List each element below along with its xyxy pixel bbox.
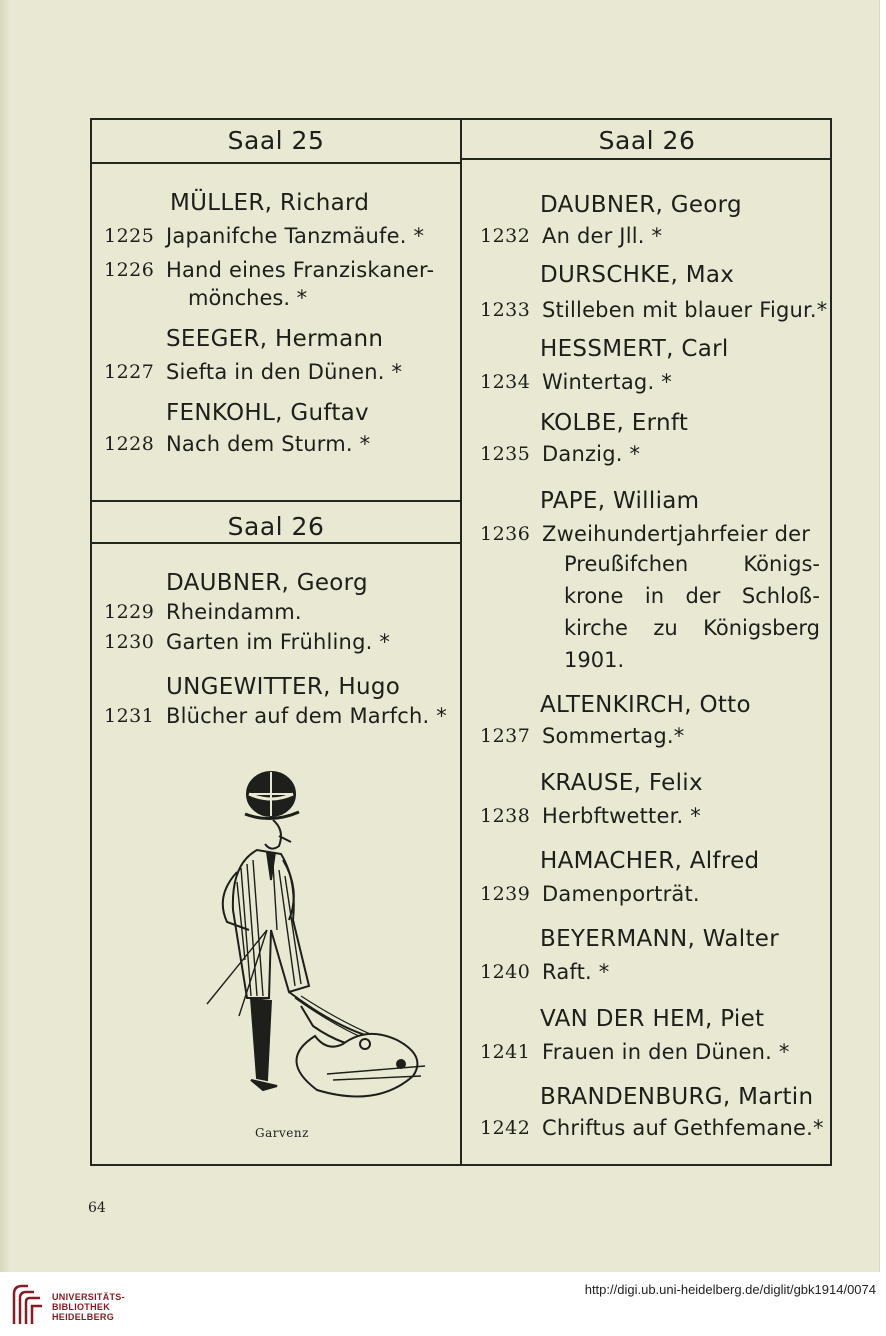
entry-title: Damenporträt. xyxy=(542,882,700,906)
entry-title-continuation: kirche zu Königsberg xyxy=(564,616,820,640)
entry-number: 1229 xyxy=(104,601,155,623)
entry-number: 1233 xyxy=(480,299,531,321)
entry-number: 1234 xyxy=(480,371,531,393)
entry-number: 1227 xyxy=(104,361,155,383)
artist-name: MÜLLER, Richard xyxy=(170,190,370,216)
artist-name: HESSMERT, Carl xyxy=(540,336,729,362)
artist-name: PAPE, William xyxy=(540,488,700,514)
header-rule xyxy=(462,158,832,160)
university-library-logo-icon xyxy=(8,1280,48,1330)
entry-title: Garten im Frühling. * xyxy=(166,630,391,654)
entry-number: 1235 xyxy=(480,443,531,465)
entry-number: 1236 xyxy=(480,523,531,545)
entry-number: 1241 xyxy=(480,1041,531,1063)
entry-title: Stilleben mit blauer Figur.* xyxy=(542,298,828,322)
page-number: 64 xyxy=(88,1200,106,1216)
entry-number: 1240 xyxy=(480,961,531,983)
illustration-caption: Garvenz xyxy=(255,1126,309,1140)
artist-name: VAN DER HEM, Piet xyxy=(540,1006,765,1032)
entry-title: Zweihundertjahrfeier der xyxy=(542,522,811,546)
entry-title: Nach dem Sturm. * xyxy=(166,432,371,456)
dandy-painter-illustration xyxy=(197,760,427,1110)
entry-title: Herbftwetter. * xyxy=(542,804,701,828)
entry-title: Raft. * xyxy=(542,960,610,984)
artist-name: BEYERMANN, Walter xyxy=(540,926,779,952)
entry-title: Blücher auf dem Marfch. * xyxy=(166,704,447,728)
hall-heading-saal-26: Saal 26 xyxy=(227,512,325,541)
entry-number: 1232 xyxy=(480,225,531,247)
artist-name: FENKOHL, Guftav xyxy=(166,400,369,426)
entry-number: 1231 xyxy=(104,705,155,727)
catalog-table xyxy=(90,118,832,1166)
entry-title-continuation: 1901. xyxy=(564,648,625,672)
library-name-line: BIBLIOTHEK xyxy=(52,1302,110,1312)
entry-title: Siefta in den Dünen. * xyxy=(166,360,403,384)
entry-title: Wintertag. * xyxy=(542,370,672,394)
entry-title: Rheindamm. xyxy=(166,600,302,624)
artist-name: UNGEWITTER, Hugo xyxy=(166,674,401,700)
entry-number: 1226 xyxy=(104,259,155,281)
entry-title: Danzig. * xyxy=(542,442,641,466)
entry-number: 1230 xyxy=(104,631,155,653)
artist-name: KOLBE, Ernft xyxy=(540,410,689,436)
entry-title-continuation: Preußifchen Königs- xyxy=(564,552,820,576)
library-name-line: HEIDELBERG xyxy=(52,1312,115,1322)
entry-title: Chriftus auf Gethfemane.* xyxy=(542,1116,824,1140)
entry-number: 1237 xyxy=(480,725,531,747)
artist-name: DURSCHKE, Max xyxy=(540,262,735,288)
section-rule xyxy=(92,500,460,502)
artist-name: HAMACHER, Alfred xyxy=(540,848,760,874)
entry-title: An der Jll. * xyxy=(542,224,663,248)
section-rule xyxy=(92,542,460,544)
hall-heading-saal-25: Saal 25 xyxy=(227,126,325,155)
library-name-line: UNIVERSITÄTS- xyxy=(52,1292,125,1302)
artist-name: ALTENKIRCH, Otto xyxy=(540,692,751,718)
entry-title-continuation: mönches. * xyxy=(188,286,308,310)
column-divider xyxy=(460,120,462,1164)
source-url-link[interactable]: http://digi.ub.uni-heidelberg.de/diglit/gbk1914/0074 xyxy=(584,1282,876,1297)
hall-heading-saal-26: Saal 26 xyxy=(598,126,696,155)
entry-number: 1238 xyxy=(480,805,531,827)
entry-title: Frauen in den Dünen. * xyxy=(542,1040,790,1064)
artist-name: KRAUSE, Felix xyxy=(540,770,703,796)
artist-name: BRANDENBURG, Martin xyxy=(540,1084,814,1110)
entry-number: 1225 xyxy=(104,225,155,247)
artist-name: DAUBNER, Georg xyxy=(540,192,742,218)
header-rule xyxy=(92,162,460,164)
entry-number: 1228 xyxy=(104,433,155,455)
artist-name: DAUBNER, Georg xyxy=(166,570,368,596)
entry-title: Hand eines Franziskaner- xyxy=(166,258,435,282)
entry-title: Sommertag.* xyxy=(542,724,685,748)
entry-number: 1239 xyxy=(480,883,531,905)
entry-title: Japanifche Tanzmäufe. * xyxy=(166,224,425,248)
entry-title-continuation: krone in der Schloß- xyxy=(564,584,820,608)
artist-name: SEEGER, Hermann xyxy=(166,326,384,352)
entry-number: 1242 xyxy=(480,1117,531,1139)
